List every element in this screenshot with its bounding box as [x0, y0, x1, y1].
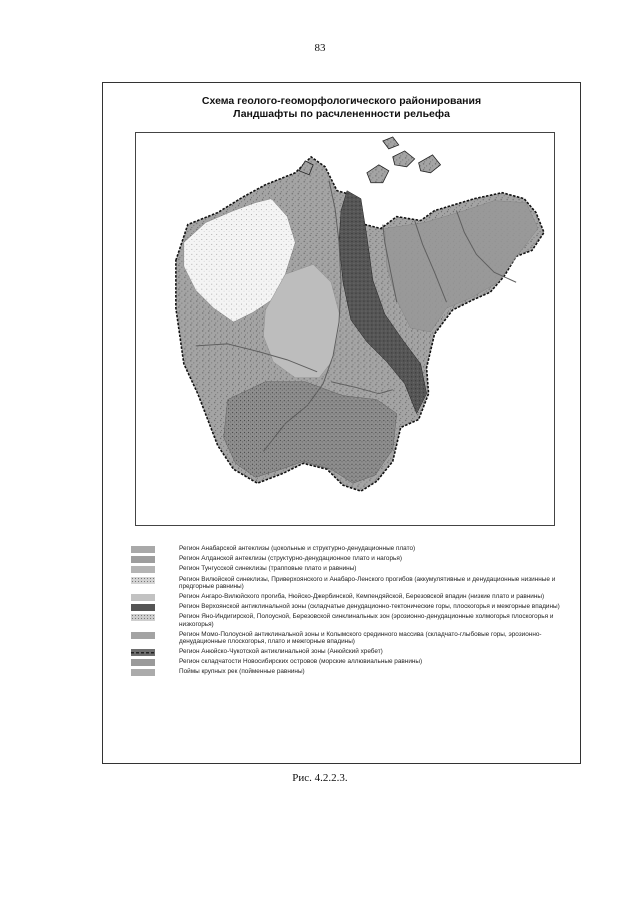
figure-title [103, 95, 580, 121]
legend-label: Регион Алданской антеклизы (структурно-денудационное плато и нагорья) [179, 555, 402, 563]
legend-label: Регион Анюйско-Чукотской антиклинальной зоны (Анюйский хребет) [179, 648, 383, 656]
legend-label: Регион Анабарской антеклизы (цокольные и структурно-денудационные плато) [179, 545, 416, 552]
island-1 [367, 165, 389, 183]
legend-label: Регион Верхоянской антиклинальной зоны (складчатые денудационно-тектонические горы, плоскогорья и межгорные впадины) [179, 603, 560, 611]
figure-title-line-2: Ландшафты по расчлененности рельефа [233, 108, 450, 120]
legend-label: Регион складчатости Новосибирских островов (морские аллювиальные равнины) [179, 658, 423, 666]
legend-swatch [131, 614, 155, 621]
legend-swatch [131, 649, 155, 656]
legend-item [131, 603, 571, 611]
legend-swatch [131, 566, 155, 573]
legend-label: Поймы крупных рек (пойменные равнины) [179, 668, 305, 676]
legend-item [131, 565, 571, 573]
island-3 [419, 155, 441, 173]
legend-label: Регион Яно-Индигирской, Полоусной, Березовской синклинальных зон (эрозионно-денудационные холмогорья плоскогорья и низкогорья) [179, 613, 554, 628]
legend-item [131, 545, 571, 553]
figure-title-line-1: Схема геолого-геоморфологического районирования [201, 95, 482, 107]
legend-swatch [131, 594, 155, 601]
legend-label: Регион Ангаро-Вилюйского прогиба, Нюйско-Джербинской, Кемпендяйской, Березовской впадин (низкие плато и равнины) [179, 592, 545, 600]
page-number: 83 [314, 42, 326, 54]
legend-item [131, 658, 571, 666]
legend-label: Регион Вилюйской синеклизы, Приверхоянского и Анабаро-Ленского прогибов (аккумулятивные и денудационные низинные и предгорные равнины) [179, 575, 556, 591]
legend-swatch [131, 669, 155, 676]
legend-swatch [131, 577, 155, 584]
legend-item [131, 555, 571, 563]
legend-item [131, 613, 571, 628]
legend-item [131, 576, 571, 591]
figure-caption: Рис. 4.2.2.3. [292, 772, 348, 784]
legend-item [131, 648, 571, 656]
island-2 [393, 151, 415, 167]
figure-frame [102, 82, 581, 764]
legend-swatch [131, 546, 155, 553]
region-map [136, 133, 554, 525]
legend-swatch [131, 556, 155, 563]
legend-label: Регион Тунгусской синеклизы (трапповые плато и равнины) [179, 565, 357, 573]
legend-item [131, 593, 571, 601]
legend-item [131, 668, 571, 676]
map-panel [135, 132, 555, 526]
legend-swatch [131, 604, 155, 611]
legend-swatch [131, 659, 155, 666]
island-4 [383, 137, 399, 149]
legend-label: Регион Момо-Полоусной антиклинальной зоны и Колымского срединного массива (складчато-глыбовые горы, эрозионно-денудационные плоскогорья, плато и межгорные впадины) [179, 630, 542, 646]
legend-swatch [131, 632, 155, 639]
legend [131, 545, 571, 679]
legend-item [131, 631, 571, 646]
